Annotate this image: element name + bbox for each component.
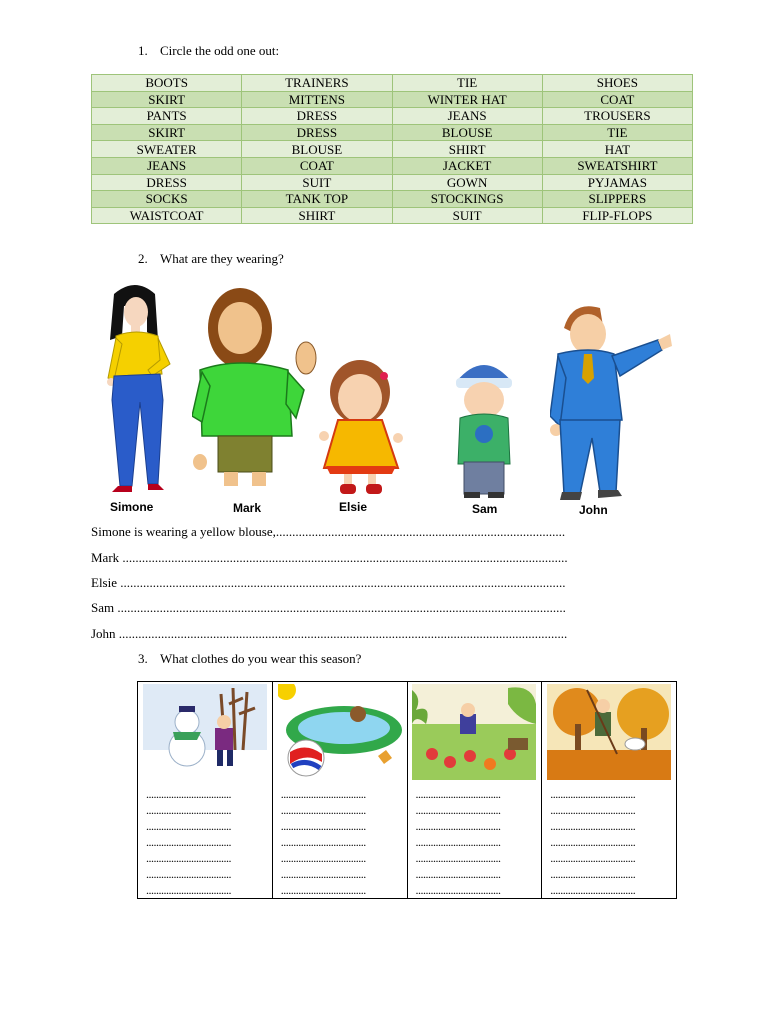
season-cell-winter: [138, 682, 273, 899]
season-cell-summer: [272, 682, 407, 899]
season-cell-spring: [407, 682, 542, 899]
odd-table-word[interactable]: JEANS: [392, 108, 542, 125]
odd-table-row: [92, 108, 693, 125]
question-3: [138, 651, 361, 667]
spring-garden-picture: [412, 684, 536, 780]
question-2: [138, 251, 284, 267]
person-label-john: John: [579, 503, 608, 517]
odd-table-word[interactable]: TRAINERS: [242, 75, 392, 92]
odd-table-word[interactable]: BLOUSE: [392, 124, 542, 141]
spring-answer-lines[interactable]: .................................. .................................. .................................. .................................. .................................. .................................. ..................................: [415, 787, 501, 897]
autumn-leaves-picture: [547, 684, 671, 780]
odd-table-word[interactable]: SHIRT: [392, 141, 542, 158]
odd-one-out-table: [91, 74, 693, 224]
question-2-text: What are they wearing?: [160, 251, 284, 266]
odd-table-word[interactable]: DRESS: [242, 108, 392, 125]
odd-table-word[interactable]: SUIT: [242, 174, 392, 191]
odd-table-word[interactable]: HAT: [542, 141, 692, 158]
season-cell-autumn: [542, 682, 677, 899]
odd-table-word[interactable]: SWEATER: [92, 141, 242, 158]
person-label-elsie: Elsie: [339, 500, 368, 514]
odd-table-word[interactable]: SOCKS: [92, 191, 242, 208]
odd-table-word[interactable]: SHOES: [542, 75, 692, 92]
autumn-answer-lines[interactable]: .................................. .................................. .................................. .................................. .................................. .................................. ..................................: [550, 787, 636, 897]
winter-answer-lines[interactable]: .................................. .................................. .................................. .................................. .................................. .................................. ..................................: [146, 787, 231, 897]
answer-line-elsie[interactable]: Elsie .........................................................................................................................................: [91, 575, 566, 590]
odd-table-word[interactable]: DRESS: [92, 174, 242, 191]
elsie-illustration: [318, 358, 404, 496]
odd-table-row: [92, 157, 693, 174]
odd-table-word[interactable]: SHIRT: [242, 207, 392, 224]
question-1-number: 1.: [138, 43, 148, 58]
odd-table-row: [92, 191, 693, 208]
summer-answer-lines[interactable]: .................................. .................................. .................................. .................................. .................................. .................................. ..................................: [280, 787, 366, 897]
summer-pool-picture: [278, 684, 402, 780]
odd-table-row: [92, 75, 693, 92]
person-label-mark: Mark: [233, 501, 262, 515]
person-label-simone: Simone: [110, 500, 154, 514]
answer-line-mark[interactable]: Mark .........................................................................................................................................: [91, 550, 568, 565]
john-illustration: [550, 298, 676, 502]
odd-table-row: [92, 174, 693, 191]
odd-table-row: [92, 207, 693, 224]
odd-table-word[interactable]: JEANS: [92, 157, 242, 174]
odd-table-word[interactable]: TIE: [542, 124, 692, 141]
mark-illustration: [192, 286, 320, 496]
sam-illustration: [450, 352, 518, 500]
odd-table-word[interactable]: PYJAMAS: [542, 174, 692, 191]
question-2-number: 2.: [138, 251, 148, 266]
odd-table-word[interactable]: JACKET: [392, 157, 542, 174]
odd-table-word[interactable]: SLIPPERS: [542, 191, 692, 208]
odd-table-row: [92, 124, 693, 141]
person-label-sam: Sam: [472, 502, 498, 516]
odd-table-word[interactable]: TANK TOP: [242, 191, 392, 208]
odd-table-word[interactable]: SKIRT: [92, 91, 242, 108]
simone-illustration: [100, 282, 175, 497]
odd-table-word[interactable]: SUIT: [392, 207, 542, 224]
answer-line-sam[interactable]: Sam ..........................................................................................................................................: [91, 600, 566, 615]
odd-table-word[interactable]: TROUSERS: [542, 108, 692, 125]
odd-table-word[interactable]: DRESS: [242, 124, 392, 141]
odd-table-word[interactable]: MITTENS: [242, 91, 392, 108]
odd-table-word[interactable]: GOWN: [392, 174, 542, 191]
odd-table-row: [92, 141, 693, 158]
question-1: [138, 43, 279, 59]
odd-table-word[interactable]: SWEATSHIRT: [542, 157, 692, 174]
odd-table-word[interactable]: COAT: [542, 91, 692, 108]
question-1-text: Circle the odd one out:: [160, 43, 280, 58]
seasons-table: [137, 681, 677, 899]
odd-table-word[interactable]: WAISTCOAT: [92, 207, 242, 224]
odd-table-word[interactable]: COAT: [242, 157, 392, 174]
odd-table-word[interactable]: TIE: [392, 75, 542, 92]
odd-table-word[interactable]: BLOUSE: [242, 141, 392, 158]
question-3-text: What clothes do you wear this season?: [160, 651, 362, 666]
winter-snowman-picture: [143, 684, 267, 780]
odd-table-word[interactable]: WINTER HAT: [392, 91, 542, 108]
odd-table-word[interactable]: STOCKINGS: [392, 191, 542, 208]
odd-table-row: [92, 91, 693, 108]
answer-line-simone[interactable]: Simone is wearing a yellow blouse,.........................................................................................: [91, 524, 566, 539]
odd-table-word[interactable]: BOOTS: [92, 75, 242, 92]
question-3-number: 3.: [138, 651, 148, 666]
odd-table-word[interactable]: SKIRT: [92, 124, 242, 141]
odd-table-word[interactable]: FLIP-FLOPS: [542, 207, 692, 224]
odd-table-word[interactable]: PANTS: [92, 108, 242, 125]
answer-line-john[interactable]: John ..........................................................................................................................................: [91, 626, 568, 641]
